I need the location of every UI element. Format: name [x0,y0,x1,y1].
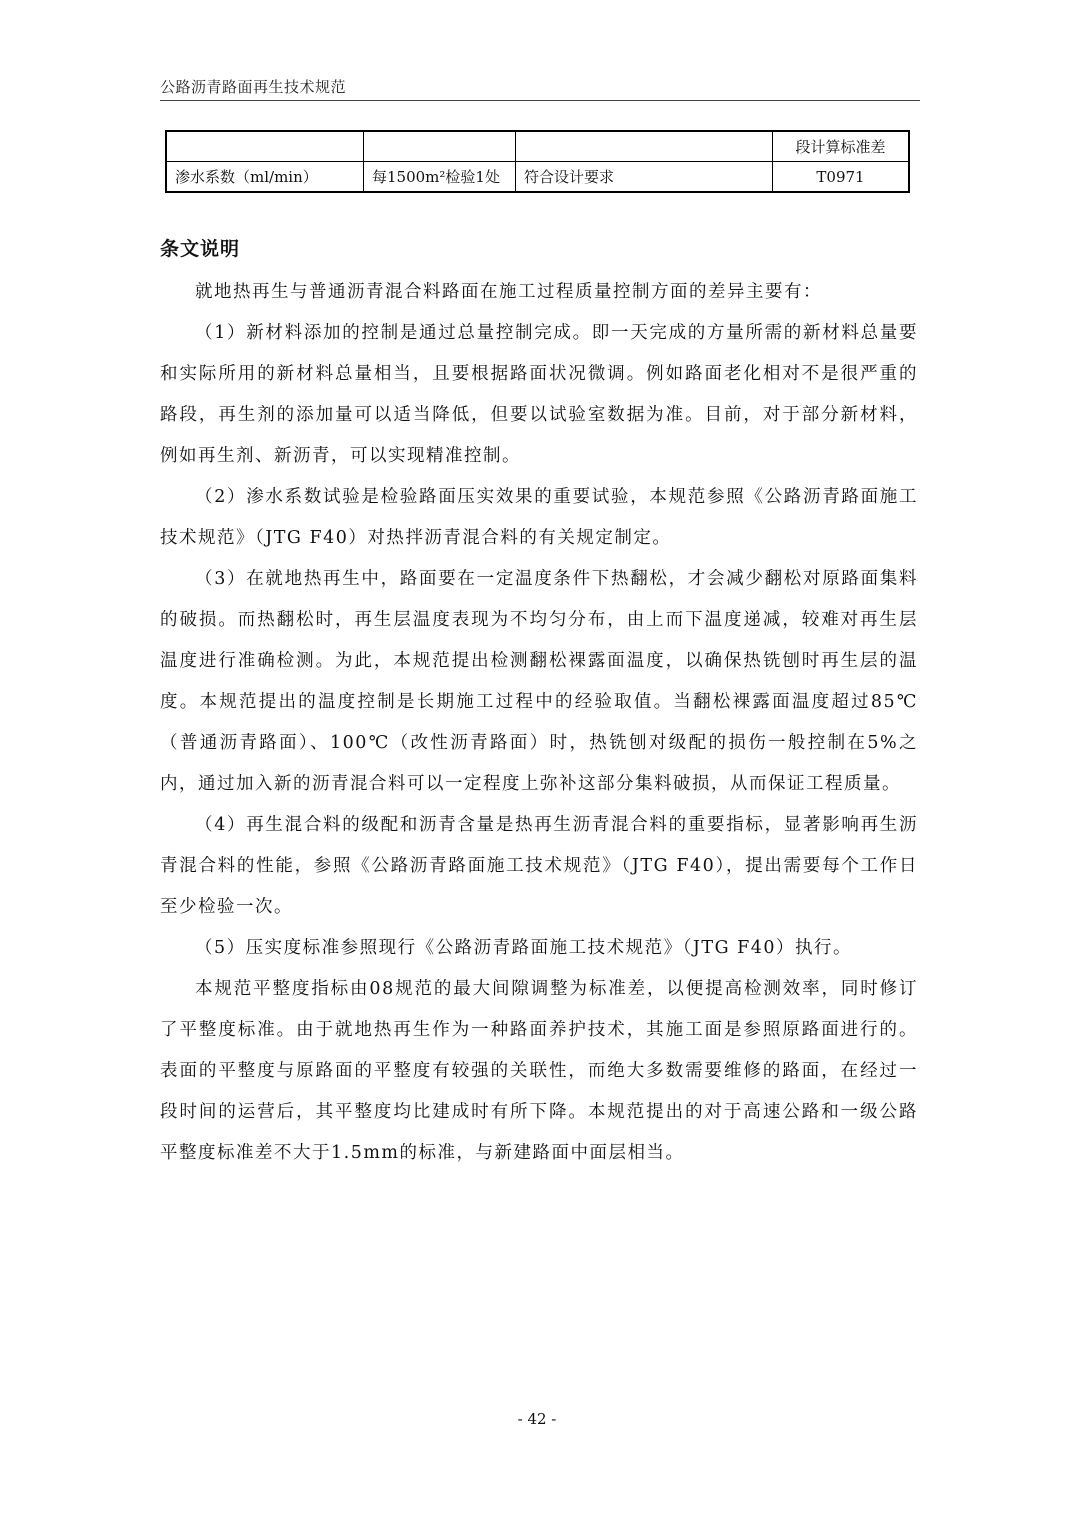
notes-paragraph: （5）压实度标准参照现行《公路沥青路面施工技术规范》（JTG F40）执行。 [195,938,853,958]
notes-paragraph: （4）再生混合料的级配和沥青含量是热再生沥青混合料的重要指标，显著影响再生沥青混合料的性能，参照《公路沥青路面施工技术规范》（JTG F40），提出需要每个工作日至少检验一次。 [160,815,918,917]
table-cell [166,131,364,162]
quality-control-table [165,130,910,193]
table-cell [516,131,773,162]
notes-paragraph: 本规范平整度指标由08规范的最大间隙调整为标准差，以便提高检测效率，同时修订了平整度标准。由于就地热再生作为一种路面养护技术，其施工面是参照原路面进行的。表面的平整度与原路面的平整度有较强的关联性，而绝大多数需要维修的路面，在经过一段时间的运营后，其平整度均比建成时有所下降。本规范提出的对于高速公路和一级公路平整度标准差不大于1.5mm的标准，与新建路面中面层相当。 [160,979,918,1163]
table-cell: T0971 [773,162,910,193]
notes-paragraph: （3）在就地热再生中，路面要在一定温度条件下热翻松，才会减少翻松对原路面集料的破损。而热翻松时，再生层温度表现为不均匀分布，由上而下温度递减，较难对再生层温度进行准确检测。为此，本规范提出检测翻松裸露面温度，以确保热铣刨时再生层的温度。本规范提出的温度控制是长期施工过程中的经验取值。当翻松裸露面温度超过85℃（普通沥青路面）、100℃（改性沥青路面）时，热铣刨对级配的损伤一般控制在5%之内，通过加入新的沥青混合料可以一定程度上弥补这部分集料破损，从而保证工程质量。 [160,569,918,794]
notes-heading: 条文说明 [160,238,241,260]
notes-body [160,272,918,1174]
table-row [166,131,909,162]
table-cell: 渗水系数（ml/min） [166,162,364,193]
page-number: - 42 - [517,1410,557,1428]
notes-paragraph: 就地热再生与普通沥青混合料路面在施工过程质量控制方面的差异主要有： [195,282,822,302]
table-cell: 每1500m²检验1处 [364,162,516,193]
header-divider [160,100,920,101]
table-row [166,162,909,193]
notes-paragraph: （1）新材料添加的控制是通过总量控制完成。即一天完成的方量所需的新材料总量要和实际所用的新材料总量相当，且要根据路面状况微调。例如路面老化相对不是很严重的路段，再生剂的添加量可以适当降低，但要以试验室数据为准。目前，对于部分新材料，例如再生剂、新沥青，可以实现精准控制。 [160,323,918,466]
table-cell: 段计算标准差 [773,131,910,162]
table-cell: 符合设计要求 [516,162,773,193]
notes-paragraph: （2）渗水系数试验是检验路面压实效果的重要试验，本规范参照《公路沥青路面施工技术规范》（JTG F40）对热拌沥青混合料的有关规定制定。 [160,487,918,548]
running-header: 公路沥青路面再生技术规范 [160,78,347,96]
table-cell [364,131,516,162]
